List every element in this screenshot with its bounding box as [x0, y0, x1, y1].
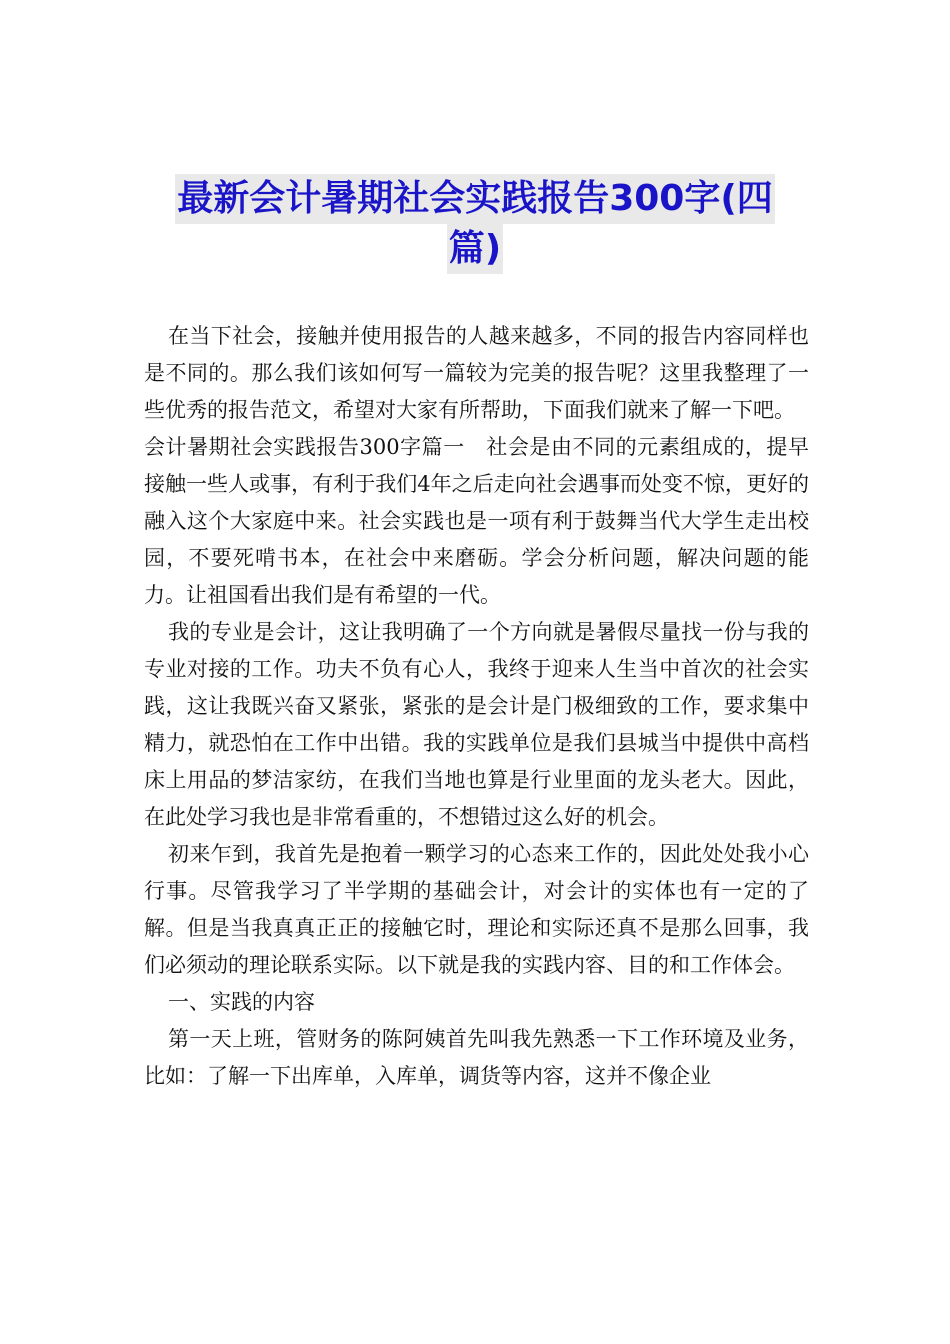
paragraph-first-day: 第一天上班，管财务的陈阿姨首先叫我先熟悉一下工作环境及业务，比如：了解一下出库单，入库单，调货等内容，这并不像企业 [144, 1027, 809, 1088]
document-body [144, 318, 809, 1095]
paragraph-major: 我的专业是会计，这让我明确了一个方向就是暑假尽量找一份与我的专业对接的工作。功夫不负有心人，我终于迎来人生当中首次的社会实践，这让我既兴奋又紧张，紧张的是会计是门极细致的工作，要求集中精力，就恐怕在工作中出错。我的实践单位是我们县城当中提供中高档床上用品的梦洁家纺，在我们当地也算是行业里面的龙头老大。因此，在此处学习我也是非常看重的，不想错过这么好的机会。 [144, 620, 809, 829]
paragraph-section-one-start: 会计暑期社会实践报告300字篇一 社会是由不同的元素组成的，提早接触一些人或事，有利于我们4年之后走向社会遇事而处变不惊，更好的融入这个大家庭中来。社会实践也是一项有利于鼓舞当代大学生走出校园，不要死啃书本，在社会中来磨砺。学会分析问题，解决问题的能力。让祖国看出我们是有希望的一代。 [144, 435, 809, 607]
paragraph-first-arrival: 初来乍到，我首先是抱着一颗学习的心态来工作的，因此处处我小心行事。尽管我学习了半学期的基础会计，对会计的实体也有一定的了解。但是当我真真正正的接触它时，理论和实际还真不是那么回事，我们必须动的理论联系实际。以下就是我的实践内容、目的和工作体会。 [144, 842, 809, 977]
paragraph-intro: 在当下社会，接触并使用报告的人越来越多，不同的报告内容同样也是不同的。那么我们该如何写一篇较为完美的报告呢？这里我整理了一些优秀的报告范文，希望对大家有所帮助，下面我们就来了解一下吧。 [144, 324, 809, 422]
title-line-1: 最新会计暑期社会实践报告300字(四 [175, 174, 775, 224]
document-title [140, 174, 810, 274]
title-line-2: 篇) [447, 224, 503, 274]
section-heading-practice-content: 一、实践的内容 [168, 990, 315, 1014]
